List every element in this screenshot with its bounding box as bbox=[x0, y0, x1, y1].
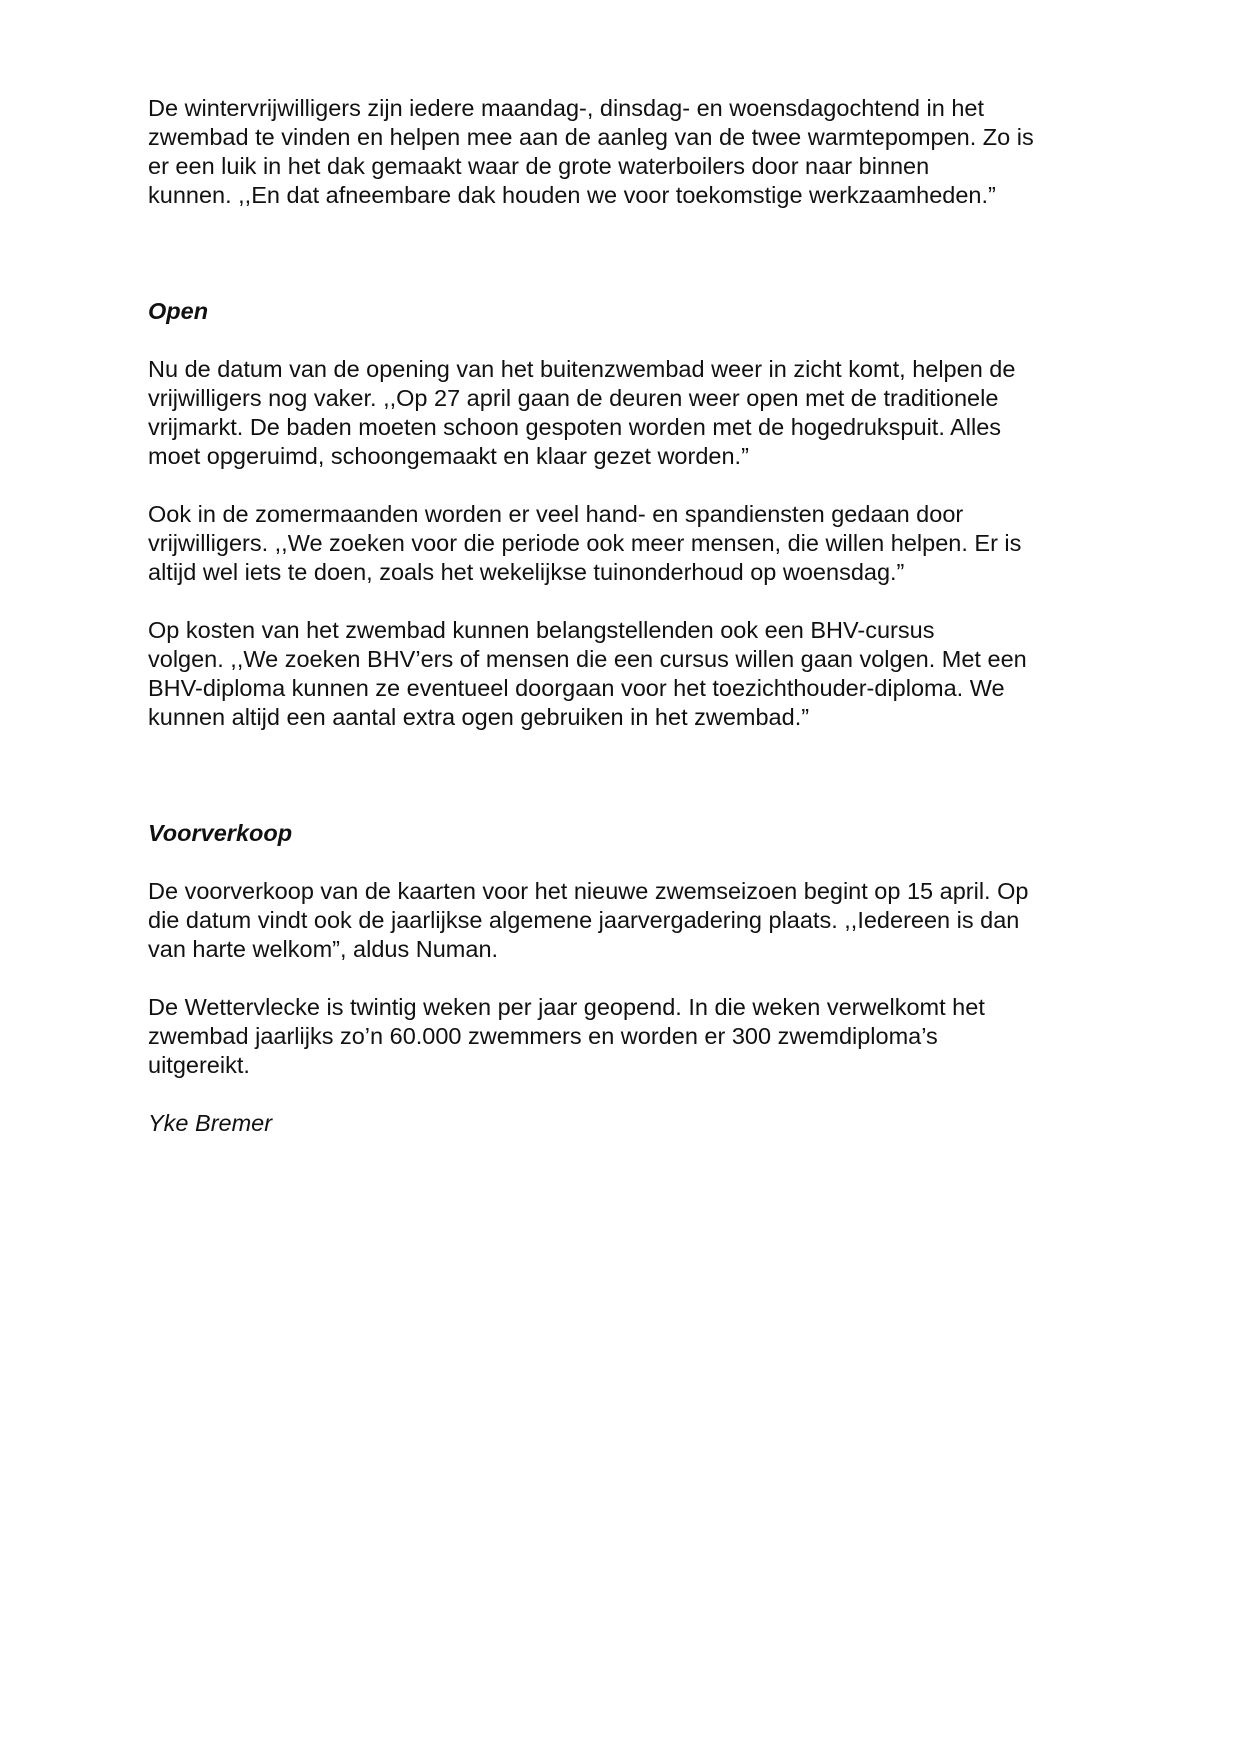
article-body bbox=[148, 94, 1108, 1138]
paragraph-line: BHV-diploma kunnen ze eventueel doorgaan voor het toezichthouder-diploma. We bbox=[148, 675, 1005, 701]
paragraph-line: vrijmarkt. De baden moeten schoon gespoten worden met de hogedrukspuit. Alles bbox=[148, 414, 1002, 440]
open-paragraph-2 bbox=[148, 500, 1108, 587]
paragraph-spacer bbox=[148, 848, 1108, 877]
paragraph-line: vrijwilligers nog vaker. ,,Op 27 april gaan de deuren weer open met de traditionele bbox=[148, 385, 999, 411]
paragraph-line: die datum vindt ook de jaarlijkse algemene jaarvergadering plaats. ,,Iedereen is dan bbox=[148, 907, 1020, 933]
intro-line: De wintervrijwilligers zijn iedere maandag-, dinsdag- en woensdagochtend in het bbox=[148, 95, 985, 121]
paragraph-line: De Wettervlecke is twintig weken per jaar geopend. In die weken verwelkomt het bbox=[148, 994, 985, 1020]
paragraph-line: uitgereikt. bbox=[148, 1052, 250, 1078]
paragraph-line: van harte welkom”, aldus Numan. bbox=[148, 936, 499, 962]
section-spacer bbox=[148, 732, 1108, 819]
paragraph-spacer bbox=[148, 1080, 1108, 1109]
intro-paragraph bbox=[148, 94, 1108, 210]
paragraph-line: De voorverkoop van de kaarten voor het nieuwe zwemseizoen begint op 15 april. Op bbox=[148, 878, 1029, 904]
intro-line: zwembad te vinden en helpen mee aan de aanleg van de twee warmtepompen. Zo is bbox=[148, 124, 1034, 150]
paragraph-line: Op kosten van het zwembad kunnen belangstellenden ook een BHV-cursus bbox=[148, 617, 935, 643]
paragraph-line: altijd wel iets te doen, zoals het wekelijkse tuinonderhoud op woensdag.” bbox=[148, 559, 905, 585]
paragraph-line: zwembad jaarlijks zo’n 60.000 zwemmers en worden er 300 zwemdiploma’s bbox=[148, 1023, 938, 1049]
paragraph-spacer bbox=[148, 587, 1108, 616]
section-heading-open: Open bbox=[148, 298, 209, 324]
paragraph-line: Ook in de zomermaanden worden er veel hand- en spandiensten gedaan door bbox=[148, 501, 964, 527]
author-signature: Yke Bremer bbox=[148, 1110, 273, 1136]
paragraph-line: vrijwilligers. ,,We zoeken voor die periode ook meer mensen, die willen helpen. Er is bbox=[148, 530, 1022, 556]
paragraph-spacer bbox=[148, 326, 1108, 355]
open-paragraph-1 bbox=[148, 355, 1108, 471]
section-heading-voorverkoop: Voorverkoop bbox=[148, 820, 293, 846]
paragraph-line: volgen. ,,We zoeken BHV’ers of mensen die een cursus willen gaan volgen. Met een bbox=[148, 646, 1027, 672]
paragraph-line: moet opgeruimd, schoongemaakt en klaar gezet worden.” bbox=[148, 443, 749, 469]
voorverkoop-paragraph-2 bbox=[148, 993, 1108, 1080]
intro-line: er een luik in het dak gemaakt waar de grote waterboilers door naar binnen bbox=[148, 153, 930, 179]
paragraph-line: kunnen altijd een aantal extra ogen gebruiken in het zwembad.” bbox=[148, 704, 810, 730]
intro-line: kunnen. ,,En dat afneembare dak houden we voor toekomstige werkzaamheden.” bbox=[148, 182, 996, 208]
voorverkoop-paragraph-1 bbox=[148, 877, 1108, 964]
paragraph-spacer bbox=[148, 964, 1108, 993]
paragraph-spacer bbox=[148, 471, 1108, 500]
open-paragraph-3 bbox=[148, 616, 1108, 732]
paragraph-line: Nu de datum van de opening van het buitenzwembad weer in zicht komt, helpen de bbox=[148, 356, 1016, 382]
section-spacer bbox=[148, 210, 1108, 297]
